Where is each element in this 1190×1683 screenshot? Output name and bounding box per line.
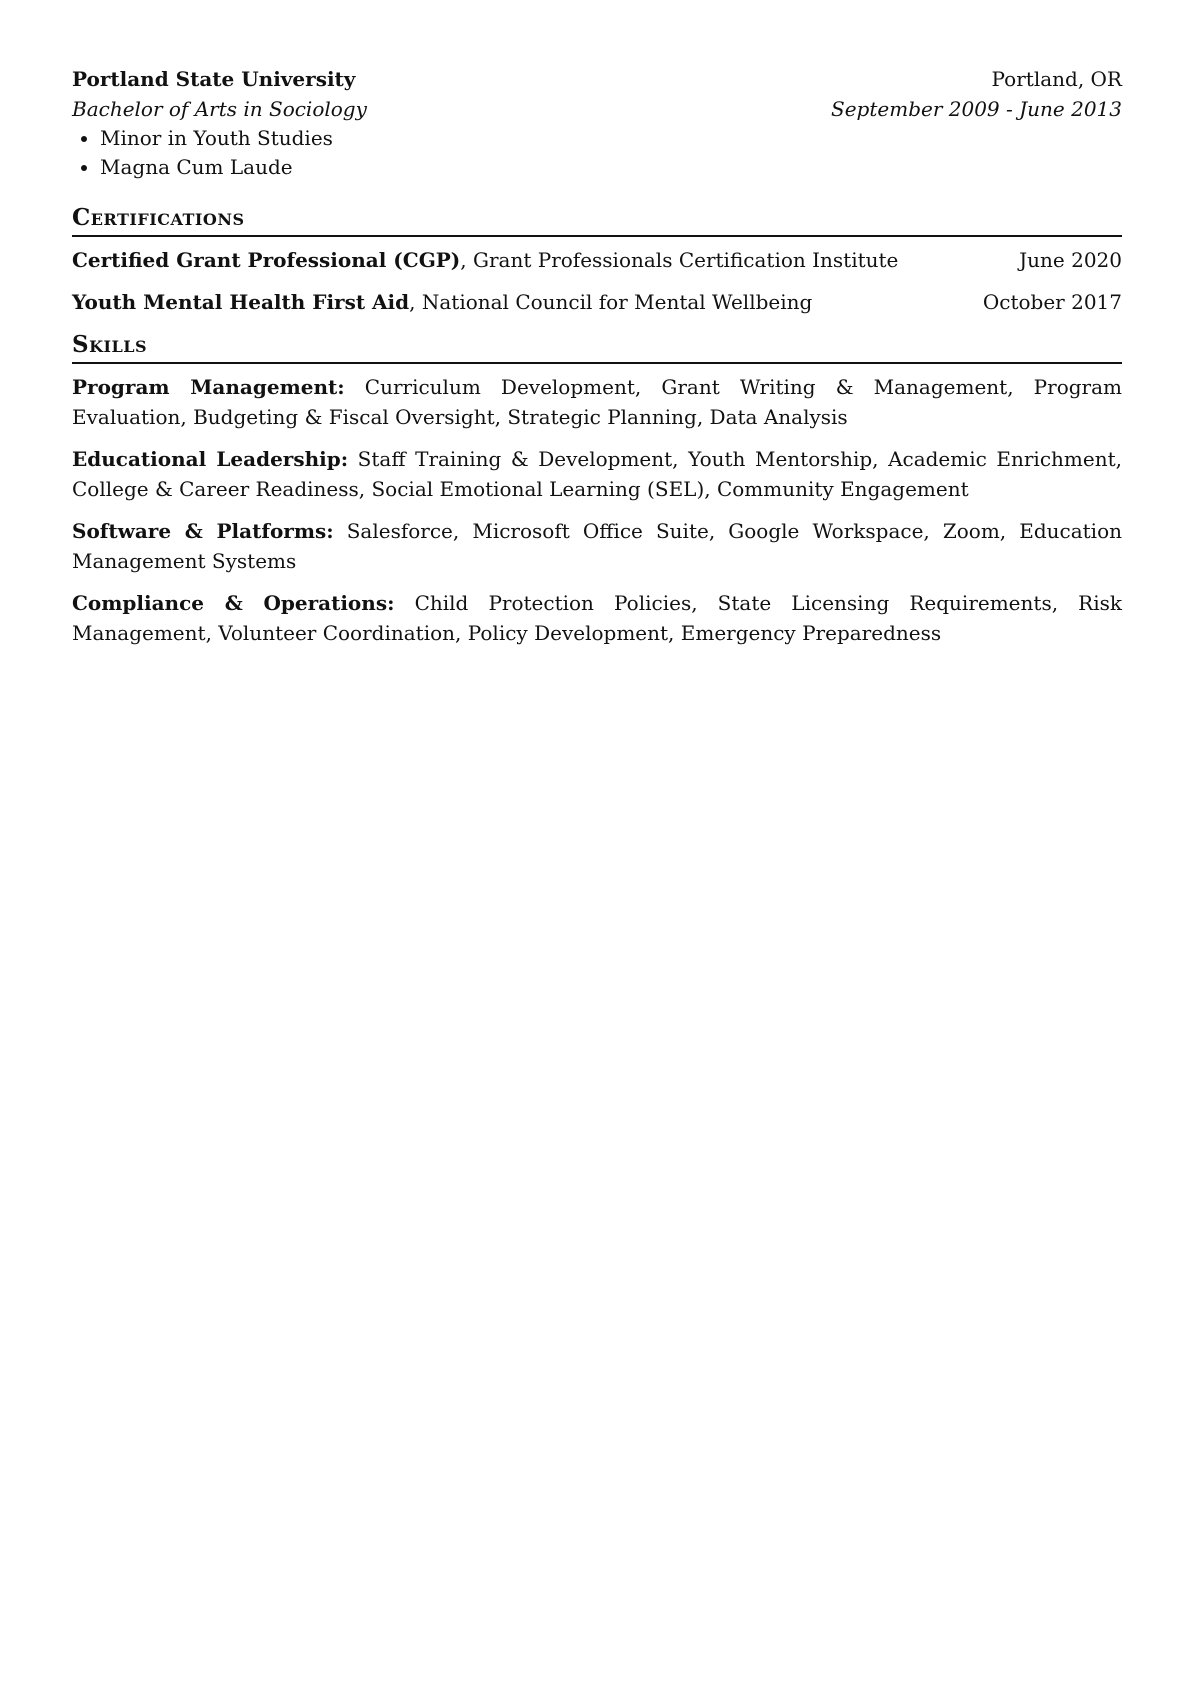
section-header-certifications: Certifications [72, 202, 1122, 237]
certification-date: October 2017 [982, 290, 1122, 314]
certification-item [72, 287, 1122, 317]
education-bullet: • Magna Cum Laude [100, 153, 1122, 182]
skill-text: Salesforce, Microsoft Office Suite, Google Workspace, Zoom, Education Management Systems [72, 519, 1123, 573]
certification-issuer: , Grant Professionals Certification Institute [460, 248, 899, 272]
degree-name: Bachelor of Arts in Sociology [72, 97, 367, 121]
certification-name: Certified Grant Professional (CGP) [72, 248, 461, 272]
institution-name: Portland State University [72, 67, 356, 91]
education-entry [72, 64, 1122, 182]
certification-name: Youth Mental Health First Aid [72, 290, 410, 314]
skill-text: Curriculum Development, Grant Writing & Management, Program Evaluation, Budgeting & Fiscal Oversight, Strategic Planning, Data Analysis [72, 375, 1122, 429]
skill-label: Program Management: [72, 375, 345, 399]
skill-item [72, 372, 1122, 432]
institution-location: Portland, OR [991, 67, 1122, 91]
certifications-list [72, 245, 1122, 317]
certification-issuer: , National Council for Mental Wellbeing [409, 290, 813, 314]
education-bullets [72, 124, 1122, 182]
certification-item [72, 245, 1122, 275]
education-bullet: • Minor in Youth Studies [100, 124, 1122, 153]
skills-list [72, 372, 1122, 648]
skill-text: Staff Training & Development, Youth Mentorship, Academic Enrichment, College & Career Readiness, Social Emotional Learning (SEL), Community Engagement [72, 447, 1122, 501]
resume-page [72, 64, 1122, 660]
skill-text: Child Protection Policies, State Licensing Requirements, Risk Management, Volunteer Coordination, Policy Development, Emergency Preparedness [72, 591, 1122, 645]
degree-dates: September 2009 - June 2013 [831, 97, 1122, 121]
skill-label: Software & Platforms: [72, 519, 334, 543]
education-degree-row [72, 94, 1122, 124]
certification-date: June 2020 [1019, 248, 1122, 272]
skill-item [72, 516, 1122, 576]
section-header-skills: Skills [72, 329, 1122, 364]
certification-text [72, 245, 898, 275]
certification-text [72, 287, 812, 317]
skill-item [72, 588, 1122, 648]
skill-label: Compliance & Operations: [72, 591, 395, 615]
education-header-row [72, 64, 1122, 94]
skill-item [72, 444, 1122, 504]
skill-label: Educational Leadership: [72, 447, 349, 471]
